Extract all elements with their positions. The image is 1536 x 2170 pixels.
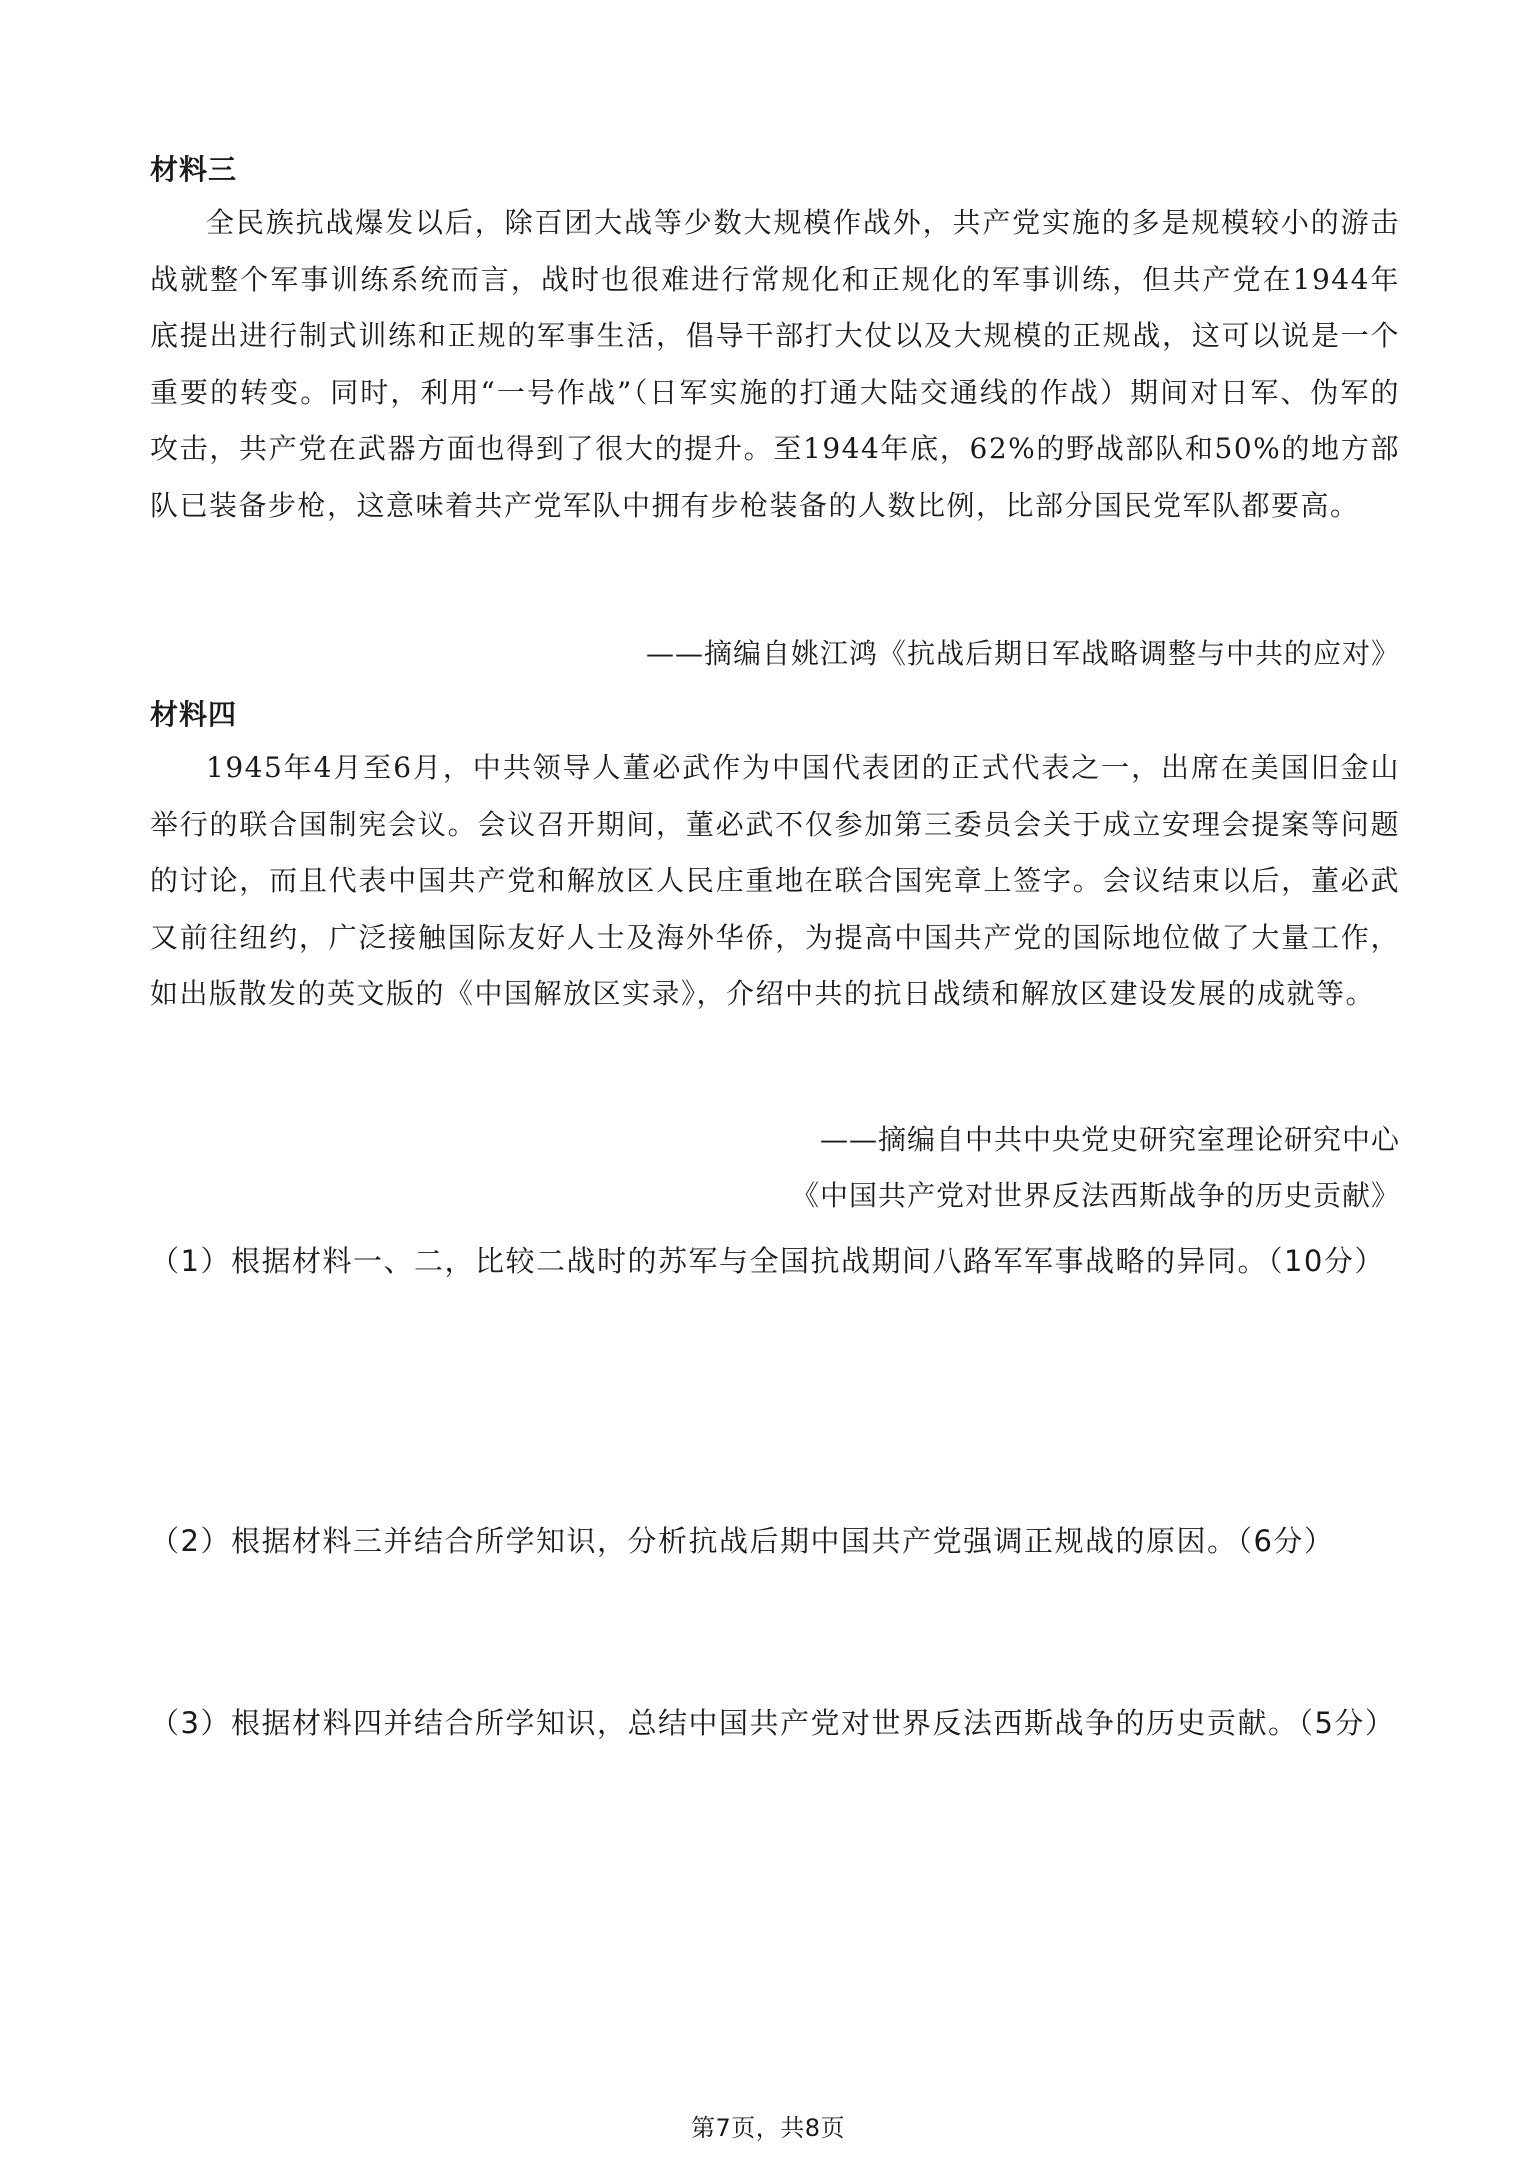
material4-source-line1: ——摘编自中共中央党史研究室理论研究中心 (819, 1123, 1400, 1156)
page-number: 第7页，共8页 (690, 2114, 846, 2142)
material3-heading: 材料三 (150, 153, 238, 186)
question-3: （3）根据材料四并结合所学知识，总结中国共产党对世界反法西斯战争的历史贡献。（5分） (150, 1706, 1396, 1740)
material4-body: 1945年4月至6月，中共领导人董必武作为中国代表团的正式代表之一，出席在美国旧金山举行的联合国制宪会议。会议召开期间，董必武不仅参加第三委员会关于成立安理会提案等问题的讨论，而且代表中国共产党和解放区人民庄重地在联合国宪章上签字。会议结束以后，董必武又前往纽约，广泛接触国际友好人士及海外华侨，为提高中国共产党的国际地位做了大量工作，如出版散发的英文版的《中国解放区实录》，介绍中共的抗日战绩和解放区建设发展的成就等。 (150, 751, 1400, 1010)
material3-body: 全民族抗战爆发以后，除百团大战等少数大规模作战外，共产党实施的多是规模较小的游击战就整个军事训练系统而言，战时也很难进行常规化和正规化的军事训练，但共产党在1944年底提出进行制式训练和正规的军事生活，倡导干部打大仗以及大规模的正规战，这可以说是一个重要的转变。同时，利用“一号作战”（日军实施的打通大陆交通线的作战）期间对日军、伪军的攻击，共产党在武器方面也得到了很大的提升。至1944年底，62%的野战部队和50%的地方部队已装备步枪，这意味着共产党军队中拥有步枪装备的人数比例，比部分国民党军队都要高。 (150, 206, 1400, 522)
question-1: （1）根据材料一、二，比较二战时的苏军与全国抗战期间八路军军事战略的异同。（10分） (150, 1244, 1385, 1278)
material3-source: ——摘编自姚江鸿《抗战后期日军战略调整与中共的应对》 (645, 637, 1400, 670)
material4-source-line2: 《中国共产党对世界反法西斯战争的历史贡献》 (790, 1179, 1400, 1212)
question-2: （2）根据材料三并结合所学知识，分析抗战后期中国共产党强调正规战的原因。（6分） (150, 1524, 1335, 1558)
material4-heading: 材料四 (150, 698, 238, 731)
